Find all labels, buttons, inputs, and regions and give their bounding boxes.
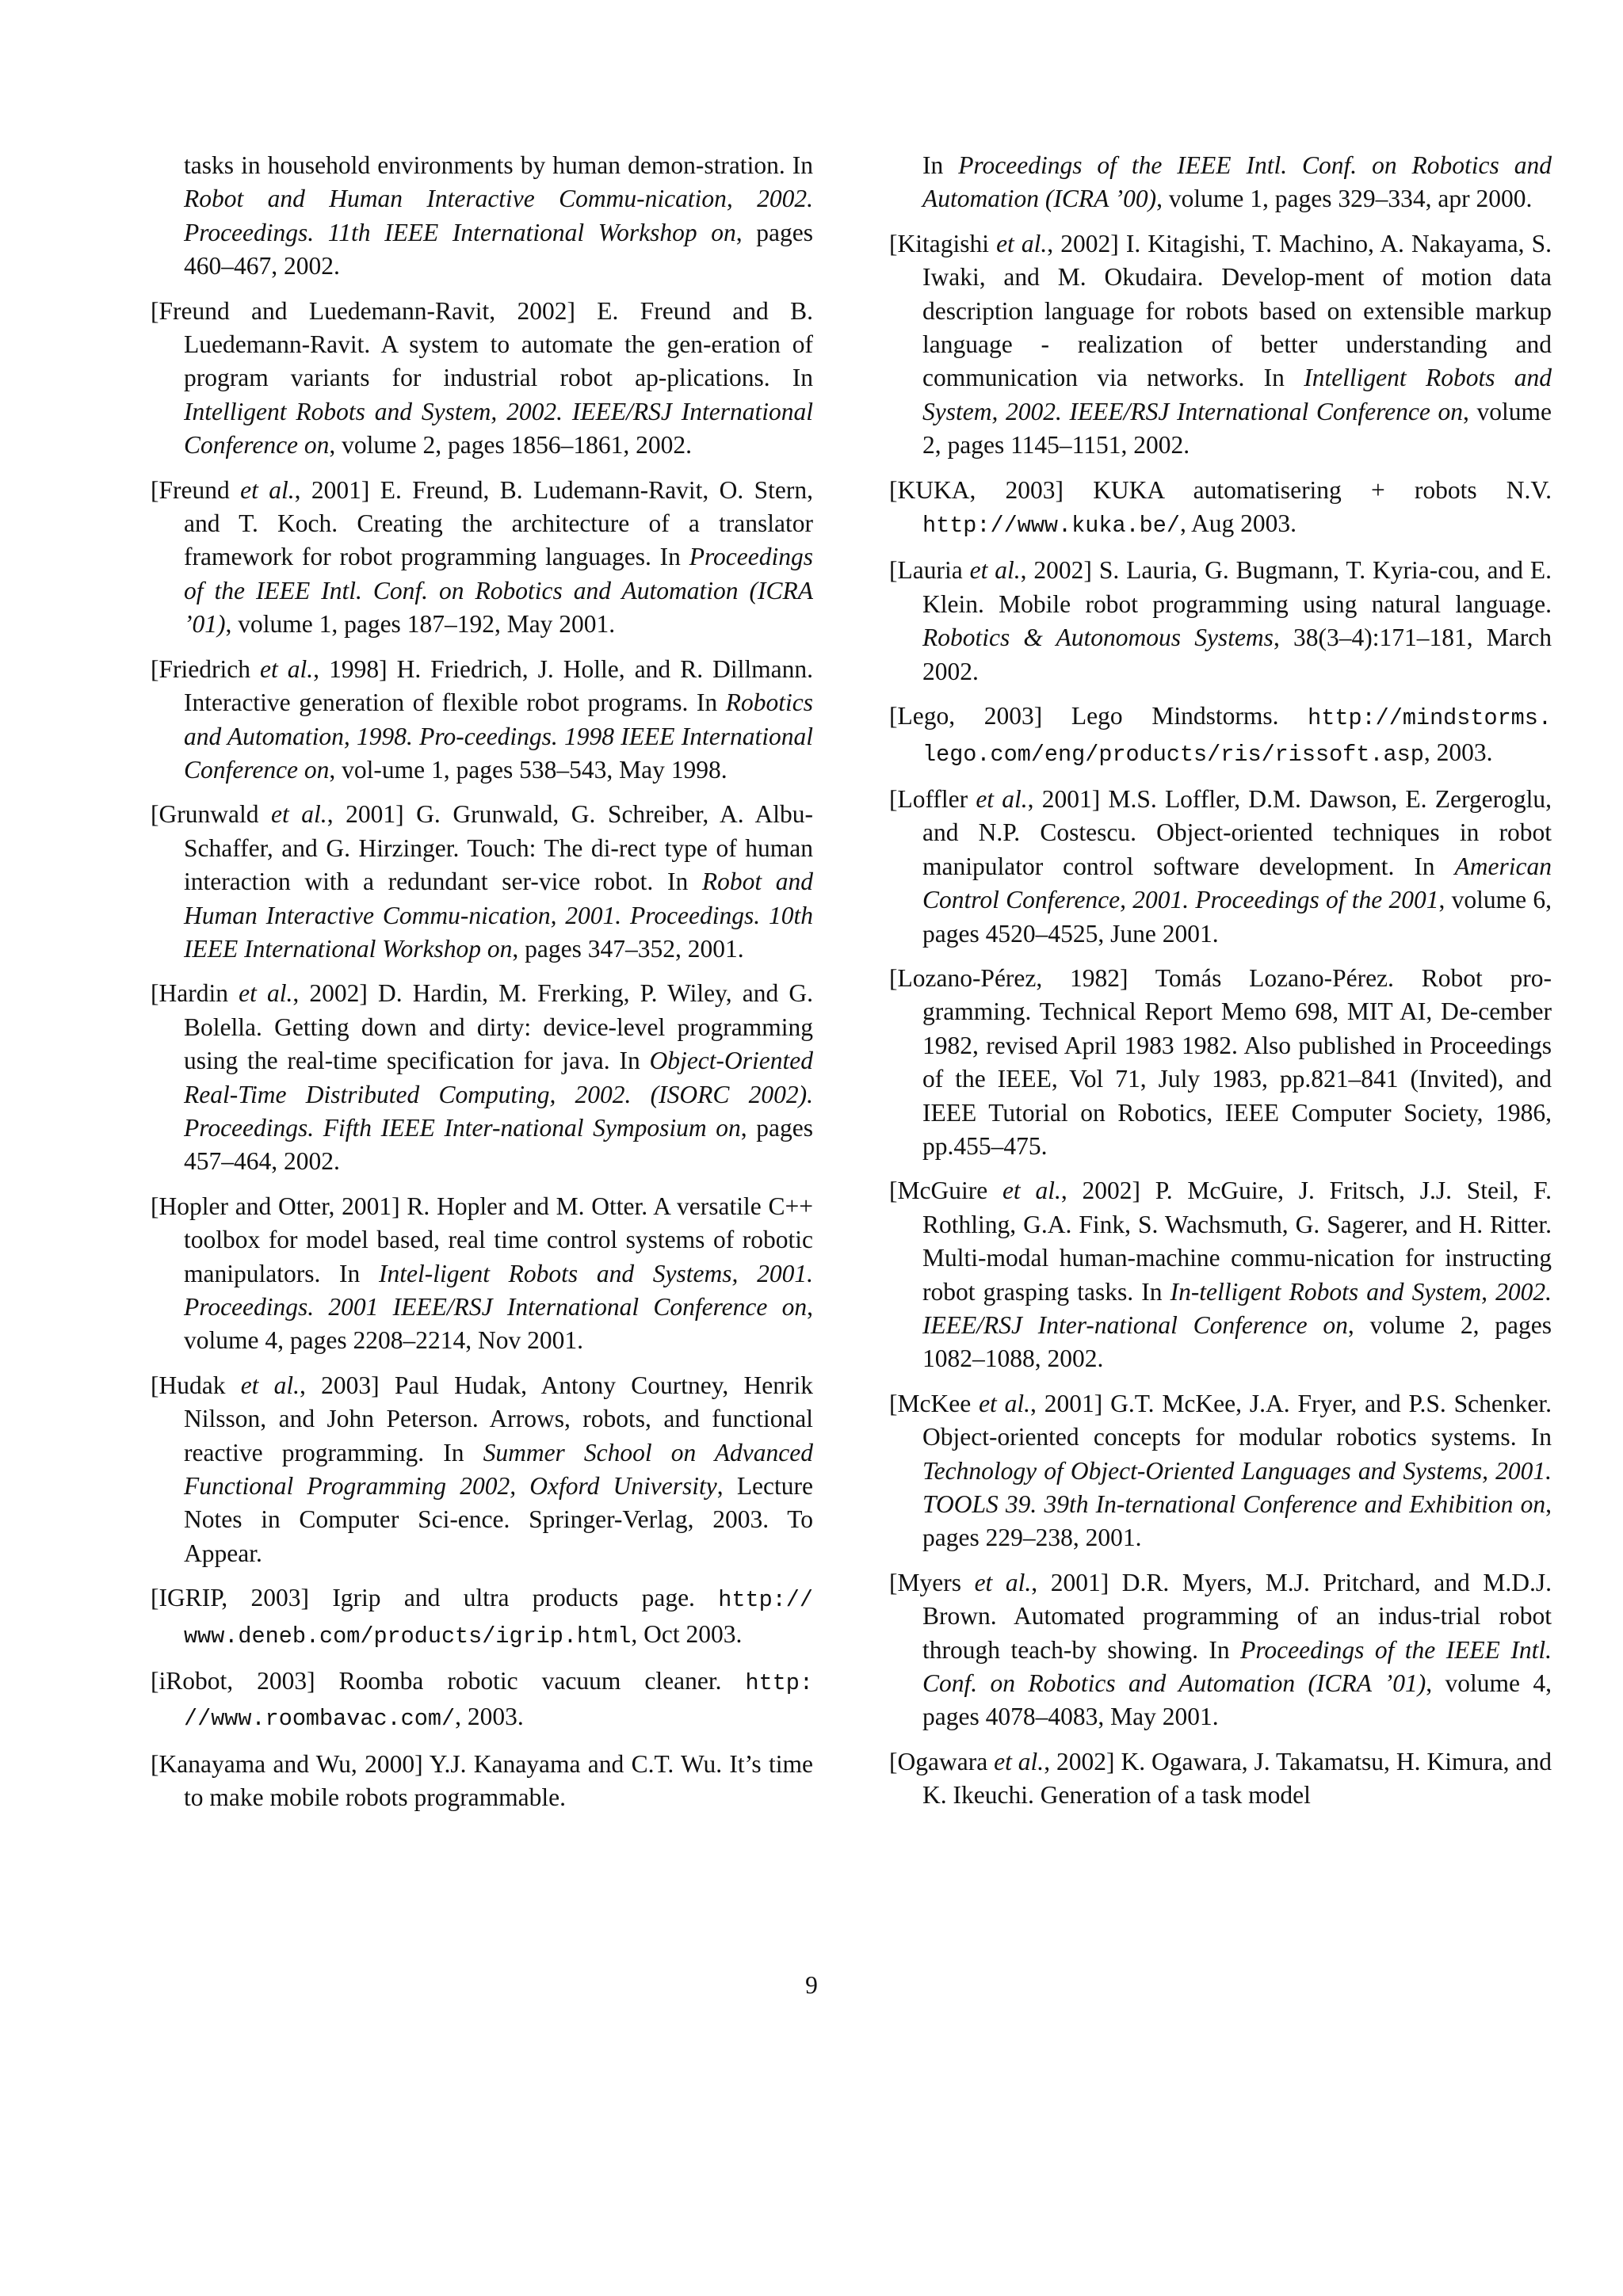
reference-entry: [889, 962, 1552, 1163]
reference-key: [Myers et al., 2001]: [889, 1568, 1109, 1596]
reference-entry: [889, 1174, 1552, 1375]
reference-text: G.T. McKee, J.A. Fryer, and P.S. Schenker. Object-oriented concepts for modular robotics systems. In Technology of Object-Oriented Languages and Systems, 2001. TOOLS 39. 39th In-ternational Conference and Exhibition on, pages 229–238, 2001.: [922, 1389, 1552, 1552]
reference-text: I. Kitagishi, T. Machino, A. Nakayama, S. Iwaki, and M. Okudaira. Develop-ment of motion data description language for robots based on extensible markup language - realization of better understanding and communication via networks. In Intelligent Robots and System, 2002. IEEE/RSJ International Conference on, volume 2, pages 1145–1151, 2002.: [922, 229, 1552, 460]
reference-text: H. Friedrich, J. Holle, and R. Dillmann. Interactive generation of flexible robot programs. In Robotics and Automation, 1998. Pro-ceedings. 1998 IEEE International Conference on, vol-ume 1, pages 538–543, May 1998.: [184, 654, 813, 784]
reference-text: tasks in household environments by human demon-stration. In Robot and Human Interactive Commu-nication, 2002. Proceedings. 11th IEEE International Workshop on, pages 460–467, 2002.: [184, 151, 813, 280]
reference-key: [Freund et al., 2001]: [151, 475, 370, 504]
references-left-column: [151, 149, 813, 1826]
reference-entry: [889, 474, 1552, 543]
reference-text: Tomás Lozano-Pérez. Robot pro-gramming. Technical Report Memo 698, MIT AI, De-cember 1982, revised April 1983 1982. Also published in Proceedings of the IEEE, Vol 71, July 1983, pp.821–841 (Invited), and IEEE Tutorial on Robotics, IEEE Computer Society, 1986, pp.455–475.: [922, 963, 1552, 1160]
reference-key: [iRobot, 2003]: [151, 1667, 315, 1695]
reference-entry: [889, 227, 1552, 463]
reference-key: [KUKA, 2003]: [889, 475, 1064, 504]
reference-text: In Proceedings of the IEEE Intl. Conf. on Robotics and Automation (ICRA ’00), volume 1, pages 329–334, apr 2000.: [922, 151, 1552, 213]
reference-entry: [151, 1748, 813, 1815]
reference-text: KUKA automatisering + robots N.V. http://www.kuka.be/, Aug 2003.: [922, 475, 1552, 540]
reference-key: [Friedrich et al., 1998]: [151, 654, 388, 683]
reference-entry: [151, 1190, 813, 1358]
reference-key: [Lozano-Pérez, 1982]: [889, 963, 1128, 992]
reference-entry: [889, 1387, 1552, 1555]
reference-entry: [151, 1369, 813, 1570]
reference-key: [Lego, 2003]: [889, 702, 1043, 730]
reference-key: [Freund and Luedemann-Ravit, 2002]: [151, 296, 575, 325]
reference-text: D.R. Myers, M.J. Pritchard, and M.D.J. Brown. Automated programming of an indus-trial robot through teach-by showing. In Proceedings of the IEEE Intl. Conf. on Robotics and Automation (ICRA ’01), volume 4, pages 4078–4083, May 2001.: [922, 1568, 1552, 1731]
reference-text: Roomba robotic vacuum cleaner. http: //www.roombavac.com/, 2003.: [184, 1667, 813, 1733]
reference-entry: [151, 653, 813, 788]
reference-entry: [889, 554, 1552, 688]
reference-entry: [889, 1566, 1552, 1734]
reference-key: [Loffler et al., 2001]: [889, 784, 1101, 813]
reference-key: [Kanayama and Wu, 2000]: [151, 1749, 423, 1778]
reference-entry: [889, 783, 1552, 951]
reference-key: [Ogawara et al., 2002]: [889, 1747, 1115, 1775]
references-right-column: [889, 149, 1552, 1824]
reference-entry: [151, 474, 813, 642]
reference-key: [Hopler and Otter, 2001]: [151, 1192, 400, 1220]
reference-text: R. Hopler and M. Otter. A versatile C++ toolbox for model based, real time control systems of robotic manipulators. In Intel-ligent Robots and Systems, 2001. Proceedings. 2001 IEEE/RSJ International Conference on, volume 4, pages 2208–2214, Nov 2001.: [184, 1192, 814, 1355]
reference-entry: [151, 295, 813, 463]
reference-key: [McGuire et al., 2002]: [889, 1177, 1140, 1205]
reference-text: D. Hardin, M. Frerking, P. Wiley, and G. Bolella. Getting down and dirty: device-level programming using the real-time specification for java. In Object-Oriented Real-Time Distributed Computing, 2002. (ISORC 2002). Proceedings. Fifth IEEE Inter-national Symposium on, pages 457–464, 2002.: [184, 979, 813, 1176]
reference-entry: [151, 977, 813, 1178]
reference-key: [IGRIP, 2003]: [151, 1584, 309, 1612]
reference-key: [Kitagishi et al., 2002]: [889, 229, 1119, 257]
reference-text: G. Grunwald, G. Schreiber, A. Albu-Schaffer, and G. Hirzinger. Touch: The di-rect type of human interaction with a redundant ser-vice robot. In Robot and Human Interactive Commu-nication, 2001. Proceedings. 10th IEEE International Workshop on, pages 347–352, 2001.: [184, 800, 813, 963]
reference-text: M.S. Loffler, D.M. Dawson, E. Zergeroglu, and N.P. Costescu. Object-oriented techniques in robot manipulator control software development. In American Control Conference, 2001. Proceedings of the 2001, volume 6, pages 4520–4525, June 2001.: [922, 784, 1552, 948]
reference-key: [Grunwald et al., 2001]: [151, 800, 404, 829]
reference-key: [Hudak et al., 2003]: [151, 1371, 380, 1399]
reference-text: E. Freund and B. Luedemann-Ravit. A system to automate the gen-eration of program variants for industrial robot ap-plications. In Intelligent Robots and System, 2002. IEEE/RSJ International Conference on, volume 2, pages 1856–1861, 2002.: [184, 296, 813, 460]
reference-entry: [151, 798, 813, 966]
reference-key: [Hardin et al., 2002]: [151, 979, 368, 1008]
reference-continuation: [151, 149, 813, 284]
reference-text: Igrip and ultra products page. http:// www.deneb.com/products/igrip.html, Oct 2003.: [184, 1584, 813, 1650]
reference-text: P. McGuire, J. Fritsch, J.J. Steil, F. Rothling, G.A. Fink, S. Wachsmuth, G. Sagerer, and H. Ritter. Multi-modal human-machine commu-nication for instructing robot grasping tasks. In In-telligent Robots and System, 2002. IEEE/RSJ Inter-national Conference on, volume 2, pages 1082–1088, 2002.: [922, 1177, 1552, 1373]
reference-entry: [889, 700, 1552, 772]
reference-entry: [151, 1665, 813, 1737]
reference-text: Paul Hudak, Antony Courtney, Henrik Nilsson, and John Peterson. Arrows, robots, and functional reactive programming. In Summer School on Advanced Functional Programming 2002, Oxford University, Lecture Notes in Computer Sci-ence. Springer-Verlag, 2003. To Appear.: [184, 1371, 813, 1567]
reference-continuation: [889, 149, 1552, 216]
reference-text: Lego Mindstorms. http://mindstorms. lego.com/eng/products/ris/rissoft.asp, 2003.: [922, 702, 1552, 768]
reference-text: E. Freund, B. Ludemann-Ravit, O. Stern, and T. Koch. Creating the architecture of a translator framework for robot programming languages. In Proceedings of the IEEE Intl. Conf. on Robotics and Automation (ICRA ’01), volume 1, pages 187–192, May 2001.: [184, 475, 813, 639]
page-number: 9: [805, 1971, 818, 1999]
reference-text: K. Ogawara, J. Takamatsu, H. Kimura, and K. Ikeuchi. Generation of a task model: [922, 1747, 1552, 1810]
reference-text: Y.J. Kanayama and C.T. Wu. It’s time to make mobile robots programmable.: [184, 1749, 813, 1812]
reference-entry: [889, 1745, 1552, 1813]
reference-entry: [151, 1581, 813, 1653]
reference-text: S. Lauria, G. Bugmann, T. Kyria-cou, and E. Klein. Mobile robot programming using natural language. Robotics & Autonomous Systems, 38(3–4):171–181, March 2002.: [922, 556, 1552, 685]
reference-key: [Lauria et al., 2002]: [889, 556, 1092, 585]
reference-key: [McKee et al., 2001]: [889, 1389, 1103, 1417]
